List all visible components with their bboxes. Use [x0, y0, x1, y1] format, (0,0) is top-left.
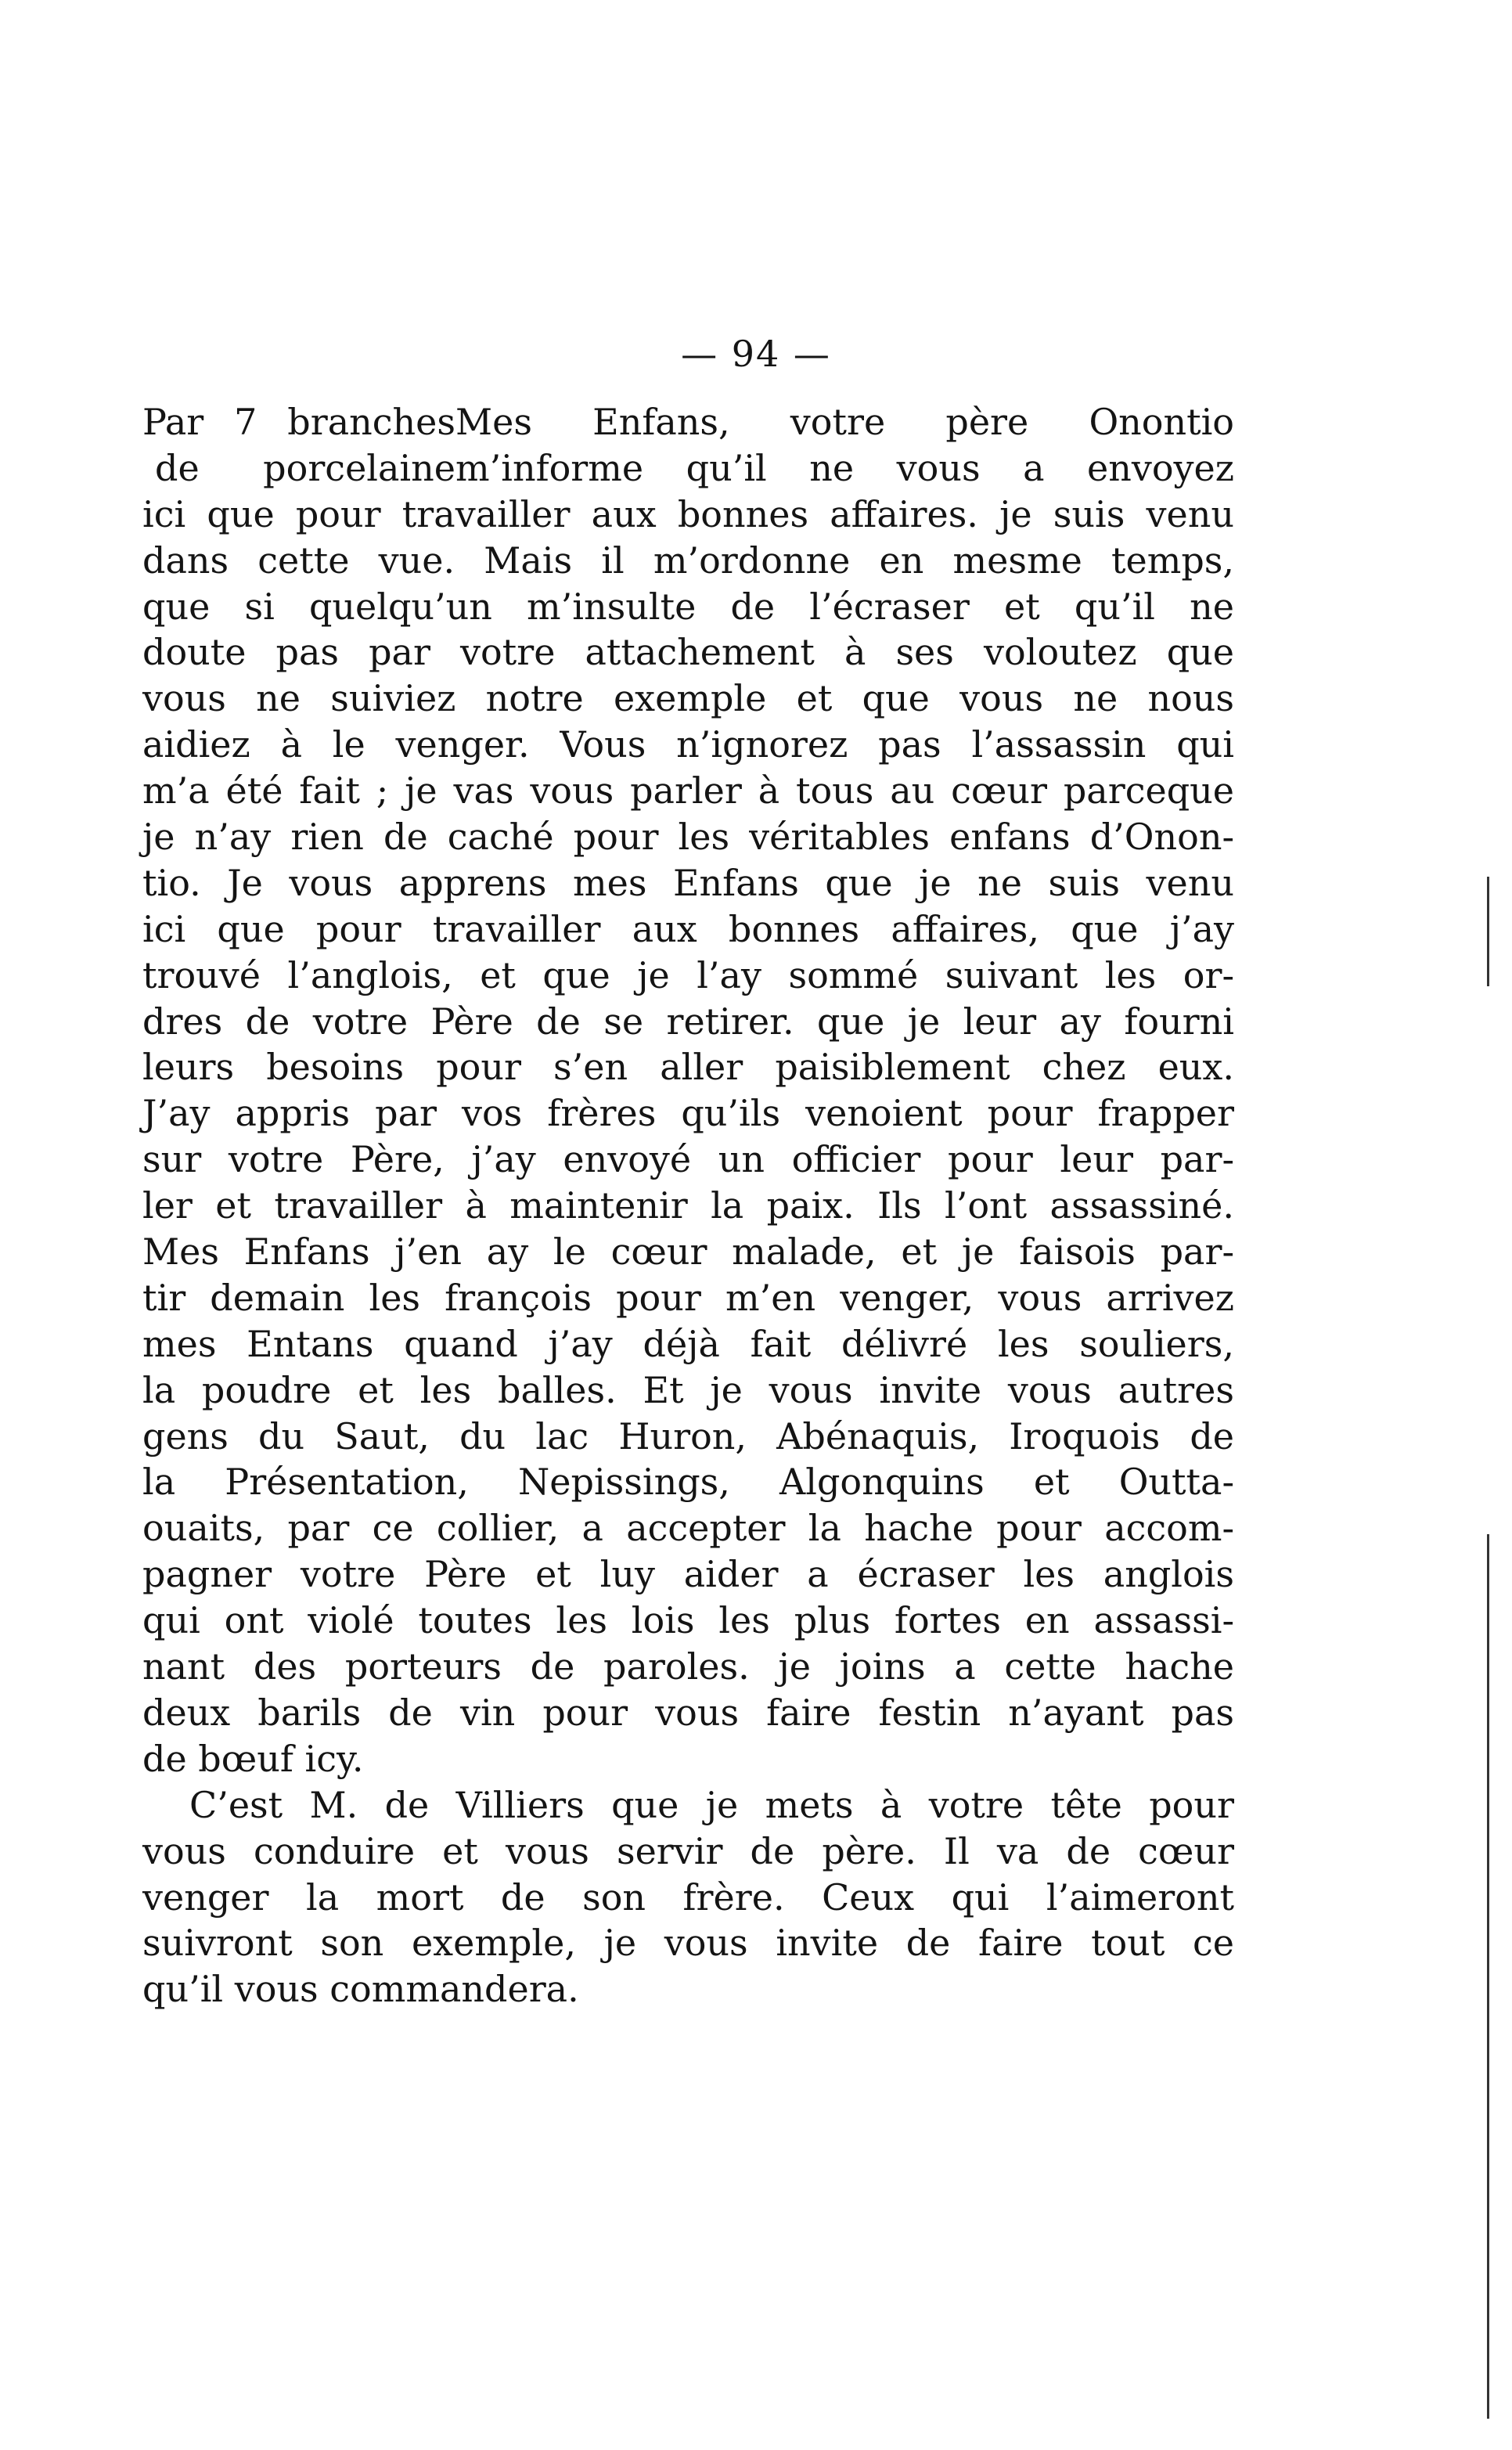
- paragraph-1-line: ici que pour travailler aux bonnes affaires, que j’ay: [142, 907, 1234, 950]
- paragraph-1-line: ouaits, par ce collier, a accepter la hache pour accom-: [142, 1507, 1234, 1550]
- paragraph-1-opening-line-2: m’informe qu’il ne vous a envoyez: [455, 446, 1234, 489]
- paragraph-1-line: la poudre et les balles. Et je vous invite vous autres: [142, 1368, 1234, 1411]
- text-line-2: [142, 445, 1234, 492]
- paragraph-2-line: C’est M. de Villiers que je mets à votre tête pour: [189, 1783, 1234, 1826]
- text-line-1: [142, 399, 1234, 445]
- margin-note-line-2: de porcelaine: [155, 446, 455, 489]
- paragraph-1-line: ler et travailler à maintenir la paix. Ils l’ont assassiné.: [142, 1184, 1234, 1227]
- paragraph-2-line: suivront son exemple, je vous invite de faire tout ce: [142, 1922, 1234, 1965]
- paragraph-1-line: je n’ay rien de caché pour les véritables enfans d’Onon-: [142, 816, 1234, 859]
- paragraph-1-line: que si quelqu’un m’insulte de l’écraser et qu’il ne: [142, 585, 1234, 628]
- paragraph-1-opening-line-1: Mes Enfans, votre père Onontio: [455, 401, 1234, 443]
- paragraph-1-line: ici que pour travailler aux bonnes affaires. je suis venu: [142, 492, 1234, 535]
- scan-edge-line: [1487, 877, 1489, 986]
- paragraph-1-line: nant des porteurs de paroles. je joins a cette hache: [142, 1645, 1234, 1688]
- paragraph-1-line: tir demain les françois pour m’en venger, vous arrivez: [142, 1276, 1234, 1319]
- paragraph-1-line: gens du Saut, du lac Huron, Abénaquis, Iroquois de: [142, 1414, 1234, 1457]
- paragraph-1-line: dans cette vue. Mais il m’ordonne en mesme temps,: [142, 539, 1234, 582]
- paragraph-1-line: leurs besoins pour s’en aller paisiblement chez eux.: [142, 1046, 1234, 1089]
- paragraph-1-line: vous ne suiviez notre exemple et que vous ne nous: [142, 677, 1234, 720]
- paragraph-1-line: trouvé l’anglois, et que je l’ay sommé suivant les or-: [142, 953, 1234, 996]
- paragraph-1-line: qui ont violé toutes les lois les plus fortes en assassi-: [142, 1599, 1234, 1642]
- scan-edge-line: [1487, 1534, 1489, 2419]
- paragraph-1-line: Mes Enfans j’en ay le cœur malade, et je faisois par-: [142, 1230, 1234, 1274]
- paragraph-1-line: sur votre Père, j’ay envoyé un officier pour leur par-: [142, 1138, 1234, 1181]
- paragraph-2-last-line: qu’il vous commandera.: [142, 1968, 579, 2011]
- paragraph-1-line: la Présentation, Nepissings, Algonquins et Outta-: [142, 1461, 1234, 1504]
- paragraph-1-line: tio. Je vous apprens mes Enfans que je ne suis venu: [142, 861, 1234, 904]
- page-number: — 94 —: [681, 333, 831, 375]
- paragraph-1-line: pagner votre Père et luy aider a écraser les anglois: [142, 1553, 1234, 1596]
- paragraph-1-line: dres de votre Père de se retirer. que je leur ay fourni: [142, 1000, 1234, 1043]
- margin-note-line-1: Par 7 branches: [142, 401, 455, 443]
- paragraph-1-line: doute pas par votre attachement à ses voloutez que: [142, 631, 1234, 674]
- paragraph-2-line: venger la mort de son frère. Ceux qui l’aimeront: [142, 1875, 1234, 1919]
- paragraph-1-line: J’ay appris par vos frères qu’ils venoient pour frapper: [142, 1092, 1234, 1135]
- paragraph-1-line: m’a été fait ; je vas vous parler à tous au cœur parceque: [142, 769, 1234, 812]
- paragraph-1-line: mes Entans quand j’ay déjà fait délivré les souliers,: [142, 1322, 1234, 1365]
- paragraph-2-line: vous conduire et vous servir de père. Il va de cœur: [142, 1829, 1234, 1872]
- page-body: [142, 399, 1234, 2012]
- paragraph-1-line: aidiez à le venger. Vous n’ignorez pas l’assassin qui: [142, 723, 1234, 766]
- paragraph-1-line: deux barils de vin pour vous faire festin n’ayant pas: [142, 1691, 1234, 1734]
- paragraph-1-last-line: de bœuf icy.: [142, 1737, 364, 1780]
